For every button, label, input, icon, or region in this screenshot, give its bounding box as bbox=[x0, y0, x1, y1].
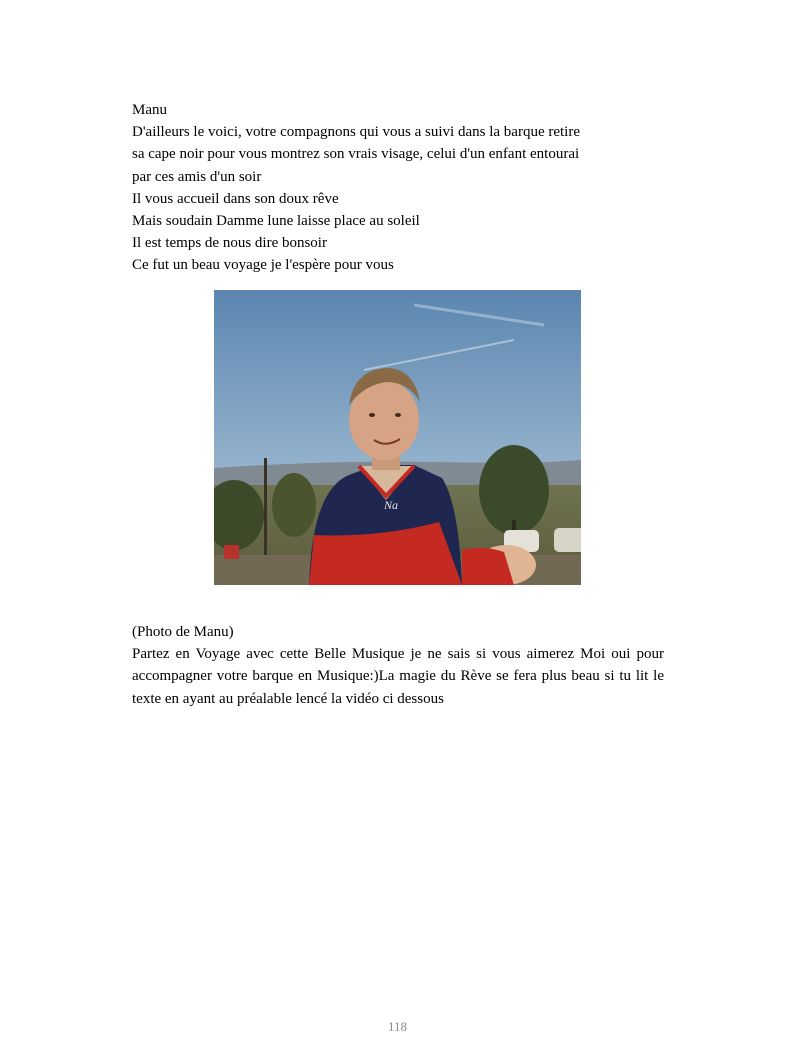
text-line: Il est temps de nous dire bonsoir bbox=[132, 235, 327, 252]
photo-caption: (Photo de Manu) bbox=[132, 624, 234, 640]
text-line: Manu bbox=[132, 102, 167, 118]
photo-of-boy bbox=[214, 290, 581, 585]
text-line: Ce fut un beau voyage je l'espère pour vous bbox=[132, 257, 394, 274]
text-line: D'ailleurs le voici, votre compagnons qui vous a suivi dans la barque retire bbox=[132, 124, 581, 141]
text-line: Il vous accueil dans son doux rêve bbox=[132, 190, 339, 207]
text-line: par ces amis d'un soir bbox=[132, 168, 262, 185]
poem-text bbox=[132, 99, 664, 277]
text-line: sa cape noir pour vous montrez son vrais visage, celui d'un enfant entourai bbox=[132, 146, 580, 163]
text-line: Mais soudain Damme lune laisse place au soleil bbox=[132, 213, 420, 230]
closing-paragraph: Partez en Voyage avec cette Belle Musique je ne sais si vous aimerez Moi oui pour accompagner votre barque en Musique:)La magie du Rève se fera plus beau si tu lit le texte en ayant au préalable lencé la vidéo ci dessous bbox=[132, 646, 664, 707]
page-number: 118 bbox=[387, 1019, 408, 1034]
closing-text bbox=[132, 621, 664, 710]
shirt-lettering: Na bbox=[384, 498, 399, 512]
